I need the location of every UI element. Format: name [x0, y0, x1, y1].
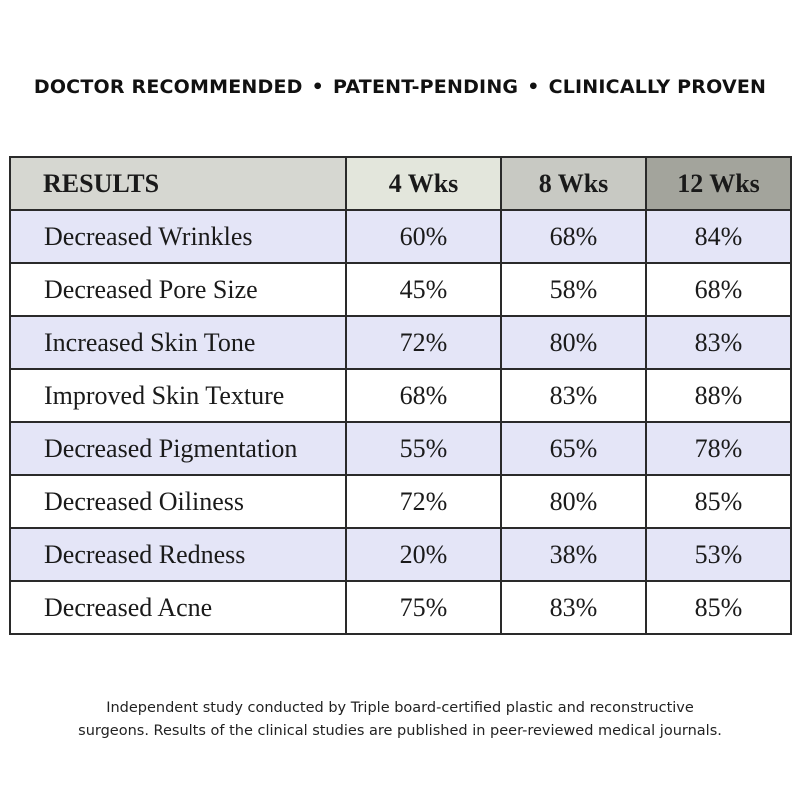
value-8-wks: 68% — [501, 210, 646, 263]
value-8-wks: 83% — [501, 369, 646, 422]
header-4-wks: 4 Wks — [346, 157, 501, 210]
study-footnote — [30, 697, 770, 743]
value-4-wks: 45% — [346, 263, 501, 316]
header-12-wks: 12 Wks — [646, 157, 791, 210]
table-row — [10, 422, 791, 475]
value-4-wks: 60% — [346, 210, 501, 263]
value-12-wks: 85% — [646, 581, 791, 634]
value-4-wks: 75% — [346, 581, 501, 634]
row-label: Decreased Redness — [10, 528, 346, 581]
value-4-wks: 72% — [346, 475, 501, 528]
value-8-wks: 80% — [501, 475, 646, 528]
value-12-wks: 68% — [646, 263, 791, 316]
value-12-wks: 84% — [646, 210, 791, 263]
tagline-separator: • — [527, 76, 540, 98]
tagline-item-doctor-recommended: DOCTOR RECOMMENDED — [33, 76, 303, 98]
value-4-wks: 20% — [346, 528, 501, 581]
row-label: Decreased Oiliness — [10, 475, 346, 528]
table-row — [10, 475, 791, 528]
table-row — [10, 316, 791, 369]
row-label: Decreased Pigmentation — [10, 422, 346, 475]
value-8-wks: 80% — [501, 316, 646, 369]
tagline-item-clinically-proven: CLINICALLY PROVEN — [548, 76, 767, 98]
row-label: Decreased Acne — [10, 581, 346, 634]
value-8-wks: 65% — [501, 422, 646, 475]
tagline — [0, 76, 800, 98]
table-row — [10, 369, 791, 422]
tagline-item-patent-pending: PATENT-PENDING — [332, 76, 519, 98]
row-label: Improved Skin Texture — [10, 369, 346, 422]
value-8-wks: 83% — [501, 581, 646, 634]
tagline-separator: • — [311, 76, 324, 98]
header-results: RESULTS — [10, 157, 346, 210]
value-8-wks: 38% — [501, 528, 646, 581]
value-4-wks: 55% — [346, 422, 501, 475]
value-12-wks: 78% — [646, 422, 791, 475]
table-row — [10, 581, 791, 634]
value-12-wks: 53% — [646, 528, 791, 581]
results-table — [9, 156, 792, 635]
value-12-wks: 83% — [646, 316, 791, 369]
value-8-wks: 58% — [501, 263, 646, 316]
table-row — [10, 528, 791, 581]
row-label: Decreased Pore Size — [10, 263, 346, 316]
row-label: Decreased Wrinkles — [10, 210, 346, 263]
value-12-wks: 88% — [646, 369, 791, 422]
table-row — [10, 263, 791, 316]
value-4-wks: 72% — [346, 316, 501, 369]
header-8-wks: 8 Wks — [501, 157, 646, 210]
value-12-wks: 85% — [646, 475, 791, 528]
footnote-line-2: surgeons. Results of the clinical studies are published in peer-reviewed medical journals. — [78, 723, 722, 739]
row-label: Increased Skin Tone — [10, 316, 346, 369]
value-4-wks: 68% — [346, 369, 501, 422]
table-row — [10, 210, 791, 263]
footnote-line-1: Independent study conducted by Triple board-certified plastic and reconstructive — [106, 700, 694, 716]
table-header-row — [10, 157, 791, 210]
